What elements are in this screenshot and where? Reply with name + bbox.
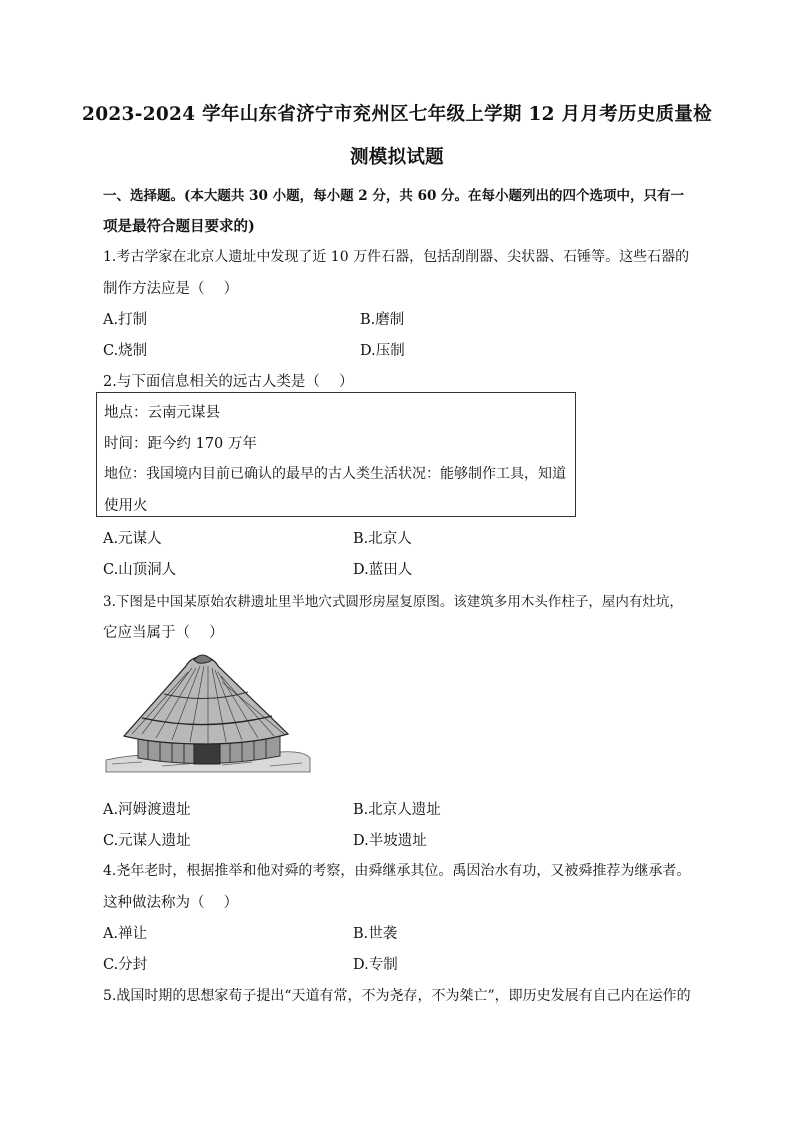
- section-heading-line-2: 项是最符合题目要求的): [103, 218, 255, 235]
- question-2-option-c: C.山顶洞人: [103, 562, 177, 578]
- info-box-status-line-1: 地位：我国境内目前已确认的最早的古人类生活状况：能够制作工具，知道: [104, 466, 566, 482]
- info-box-place: 地点：云南元谋县: [104, 405, 220, 421]
- round-hut-illustration: [102, 648, 312, 776]
- question-4-line-2: 这种做法称为（ ）: [103, 895, 239, 911]
- question-1-option-c: C.烧制: [103, 343, 148, 359]
- section-heading-line-1: 一、选择题。(本大题共 30 小题，每小题 2 分，共 60 分。在每小题列出的四个选项中，只有一: [103, 188, 685, 204]
- question-2-info-box: [96, 392, 576, 517]
- question-2-option-d: D.蓝田人: [353, 562, 413, 578]
- question-4-option-a: A.禅让: [103, 926, 148, 942]
- info-box-time: 时间：距今约 170 万年: [104, 436, 257, 452]
- question-1-option-d: D.压制: [360, 343, 405, 359]
- question-1-line-2: 制作方法应是（ ）: [103, 281, 239, 297]
- question-3-line-1: 3.下图是中国某原始农耕遗址里半地穴式圆形房屋复原图。该建筑多用木头作柱子，屋内有灶坑，: [103, 594, 683, 610]
- question-2-option-b: B.北京人: [353, 531, 412, 547]
- question-4-option-d: D.专制: [353, 957, 398, 973]
- question-3-line-2: 它应当属于（ ）: [103, 625, 224, 641]
- question-2-line-1: 2.与下面信息相关的远古人类是（ ）: [103, 374, 354, 390]
- question-1-option-b: B.磨制: [360, 312, 405, 328]
- question-4-option-b: B.世袭: [353, 926, 398, 942]
- exam-title-line-2: 测模拟试题: [349, 147, 444, 168]
- question-4-option-c: C.分封: [103, 957, 148, 973]
- question-3-option-b: B.北京人遗址: [353, 802, 441, 818]
- question-2-option-a: A.元谋人: [103, 531, 162, 547]
- info-box-status-line-2: 使用火: [104, 498, 148, 514]
- question-5-line-1: 5.战国时期的思想家荀子提出“天道有常，不为尧存，不为桀亡”，即历史发展有自己内在运作的: [103, 988, 691, 1004]
- exam-title-line-1: 2023-2024 学年山东省济宁市兖州区七年级上学期 12 月月考历史质量检: [82, 104, 712, 125]
- question-3-option-a: A.河姆渡遗址: [103, 802, 191, 818]
- question-4-line-1: 4.尧年老时，根据推举和他对舜的考察，由舜继承其位。禹因治水有功，又被舜推荐为继承者。: [103, 863, 691, 879]
- question-3-option-d: D.半坡遗址: [353, 833, 427, 849]
- question-1-option-a: A.打制: [103, 312, 148, 328]
- question-1-line-1: 1.考古学家在北京人遗址中发现了近 10 万件石器，包括刮削器、尖状器、石锤等。这些石器的: [103, 249, 690, 265]
- question-3-option-c: C.元谋人遗址: [103, 833, 191, 849]
